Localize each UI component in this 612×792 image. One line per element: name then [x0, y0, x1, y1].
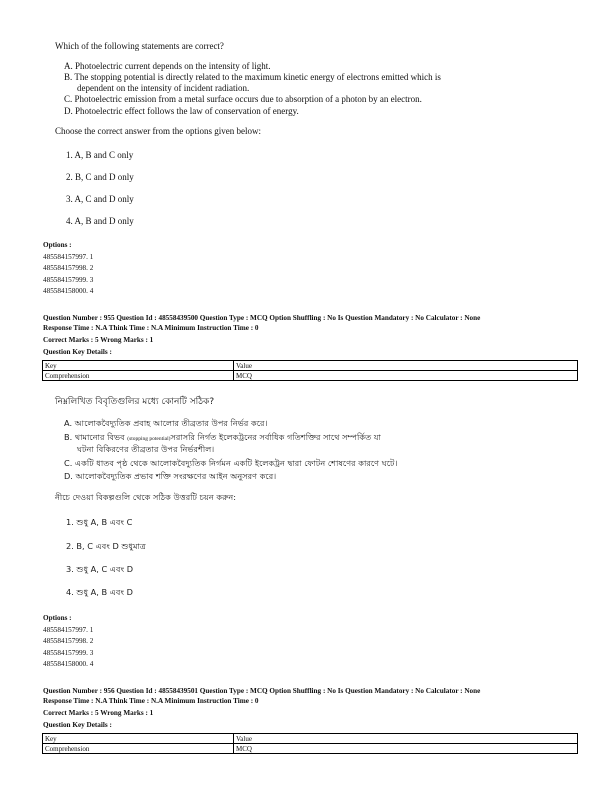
choice-4: 4. A, B and D only — [66, 216, 134, 226]
choice-3-bn: 3. শুধু A, C এবং D — [66, 564, 133, 574]
option-id-3: 485584157999. 3 — [43, 276, 94, 284]
options-label-2: Options : — [43, 614, 72, 622]
table-header-value-956: Value — [234, 734, 578, 744]
option-id-1: 485584157997. 1 — [43, 253, 94, 261]
table-cell-key: Comprehension — [43, 371, 234, 381]
table-cell-value-956: MCQ — [234, 744, 578, 754]
question-text-bn: নিম্নলিখিত বিবৃতিগুলির মধ্যে কোনটি সঠিক? — [55, 397, 215, 407]
option-id-4: 485584158000. 4 — [43, 287, 94, 295]
statement-b-bn-part2: সরাসরি নির্গত ইলেকট্রনের সর্বাধিক গতিশক্তির সাথে সম্পর্কিত যা — [170, 432, 381, 442]
key-details-label: Question Key Details : — [43, 348, 112, 356]
question-meta-line2: Response Time : N.A Think Time : N.A Minimum Instruction Time : 0 — [43, 324, 259, 332]
choice-1-bn: 1. শুধু A, B এবং C — [66, 517, 133, 527]
option-id-2-4: 485584158000. 4 — [43, 660, 94, 668]
option-id-2-2: 485584157998. 2 — [43, 637, 94, 645]
choice-1: 1. A, B and C only — [66, 150, 134, 160]
statement-c: C. Photoelectric emission from a metal surface occurs due to absorption of a photon by an electron. — [64, 94, 422, 104]
key-details-table — [42, 360, 578, 381]
table-header-key: Key — [43, 361, 234, 371]
key-details-label-956: Question Key Details : — [43, 721, 112, 729]
marks-text-956: Correct Marks : 5 Wrong Marks : 1 — [43, 709, 154, 717]
option-id-2-3: 485584157999. 3 — [43, 649, 94, 657]
statement-d-bn: D. আলোকবৈদ্যুতিক প্রভাব শক্তি সংরক্ষণের আইন অনুসরণ করে। — [64, 471, 277, 481]
statement-b-bn-part1: B. থামানোর বিভব — [64, 432, 125, 442]
question-meta-line1-956: Question Number : 956 Question Id : 48558439501 Question Type : MCQ Option Shuffling : No Is Question Mandatory : No Calculator : None — [43, 687, 481, 695]
statement-b-cont: dependent on the intensity of incident radiation. — [77, 83, 250, 93]
statement-a-bn: A. আলোকবৈদ্যুতিক প্রবাহ আলোর তীব্রতার উপর নির্ভর করে। — [64, 418, 268, 428]
table-header-key-956: Key — [43, 734, 234, 744]
option-id-2: 485584157998. 2 — [43, 264, 94, 272]
table-cell-value: MCQ — [234, 371, 578, 381]
options-label: Options : — [43, 241, 72, 249]
statement-b-bn-term: (stopping potential) — [127, 436, 171, 442]
question-text: Which of the following statements are correct? — [55, 41, 224, 51]
choice-3: 3. A, C and D only — [66, 194, 134, 204]
question-meta-line2-956: Response Time : N.A Think Time : N.A Minimum Instruction Time : 0 — [43, 697, 259, 705]
statement-b: B. The stopping potential is directly related to the maximum kinetic energy of electrons emitted which is — [64, 72, 441, 82]
statement-a: A. Photoelectric current depends on the intensity of light. — [64, 61, 271, 71]
marks-text: Correct Marks : 5 Wrong Marks : 1 — [43, 336, 154, 344]
instruction-text: Choose the correct answer from the options given below: — [55, 126, 261, 136]
table-header-value: Value — [234, 361, 578, 371]
choice-2-bn: 2. B, C এবং D শুধুমাত্র — [66, 541, 146, 551]
choice-2: 2. B, C and D only — [66, 172, 134, 182]
statement-b-bn-cont: ঘটনা বিকিরণের তীব্রতার উপর নির্ভরশীল। — [77, 444, 215, 454]
option-id-2-1: 485584157997. 1 — [43, 626, 94, 634]
statement-d: D. Photoelectric effect follows the law of conservation of energy. — [64, 106, 299, 116]
table-cell-key-956: Comprehension — [43, 744, 234, 754]
instruction-text-bn: নীচে দেওয়া বিকল্পগুলি থেকে সঠিক উত্তরটি চয়ন করুন: — [55, 492, 237, 502]
statement-c-bn: C. একটি ধাতব পৃষ্ঠ থেকে আলোকবৈদ্যুতিক নির্গমন একটি ইলেকট্রন দ্বারা ফোটন শোষণের কারণে ঘটে। — [64, 458, 398, 468]
question-meta-line1: Question Number : 955 Question Id : 48558439500 Question Type : MCQ Option Shuffling : No Is Question Mandatory : No Calculator : None — [43, 314, 481, 322]
choice-4-bn: 4. শুধু A, B এবং D — [66, 587, 133, 597]
key-details-table-956 — [42, 733, 578, 754]
